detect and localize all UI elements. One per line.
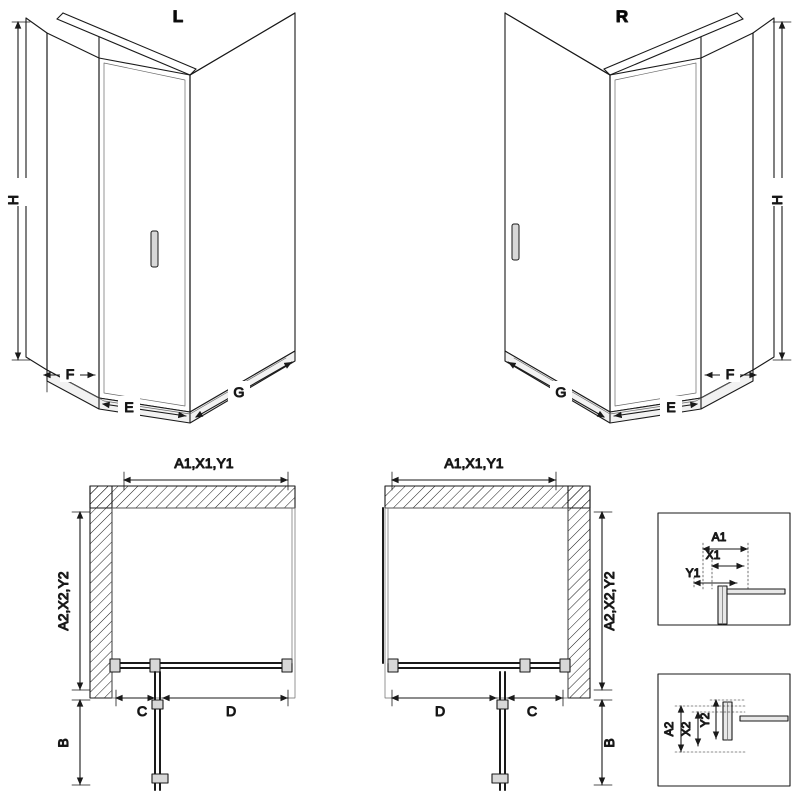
iso-left-handing-label: L (172, 7, 184, 26)
iso-right-height-label: H (769, 194, 785, 206)
plan-right-side-dim-label: A2,X2,Y2 (601, 571, 617, 631)
iso-left-front-label: E (124, 399, 134, 415)
iso-right-handing-label: R (615, 7, 629, 26)
detail-top-label-a1: A1 (711, 530, 727, 544)
detail-bottom-label-x2: X2 (679, 721, 693, 737)
iso-view-left (26, 13, 295, 423)
plan-left-swing-dim (72, 700, 90, 785)
detail-top-label-x1: X1 (705, 548, 721, 562)
plan-right-dim-d: D (434, 703, 446, 719)
plan-view-right (383, 486, 590, 790)
plan-left-dim-c: C (136, 703, 148, 719)
plan-right-bottom-dims (392, 690, 563, 706)
plan-left-side-dim (72, 512, 90, 690)
iso-right-depth-label: F (725, 366, 735, 382)
dimension-h-right (773, 22, 791, 360)
plan-left-side-dim-label: A2,X2,Y2 (55, 571, 71, 631)
plan-left-dim-d: D (225, 703, 237, 719)
plan-left-dim-b: B (55, 738, 71, 748)
detail-bottom-label-y2: Y2 (698, 712, 712, 728)
iso-right-side-label: G (555, 384, 567, 400)
detail-bottom (658, 674, 790, 786)
plan-view-left (90, 486, 295, 790)
iso-left-side-label: G (233, 384, 245, 400)
iso-left-depth-label: F (65, 366, 75, 382)
iso-right-front-label: E (666, 399, 676, 415)
iso-view-right (505, 13, 774, 423)
detail-bottom-label-a2: A2 (662, 721, 676, 737)
plan-right-dim-c: C (526, 703, 538, 719)
plan-right-dim-b: B (601, 738, 617, 748)
detail-top-label-y1: Y1 (685, 566, 701, 580)
dimension-h-left (9, 22, 30, 360)
iso-left-height-label: H (5, 194, 21, 206)
plan-right-top-dim-label: A1,X1,Y1 (444, 455, 504, 471)
plan-left-top-dim-label: A1,X1,Y1 (174, 455, 234, 471)
